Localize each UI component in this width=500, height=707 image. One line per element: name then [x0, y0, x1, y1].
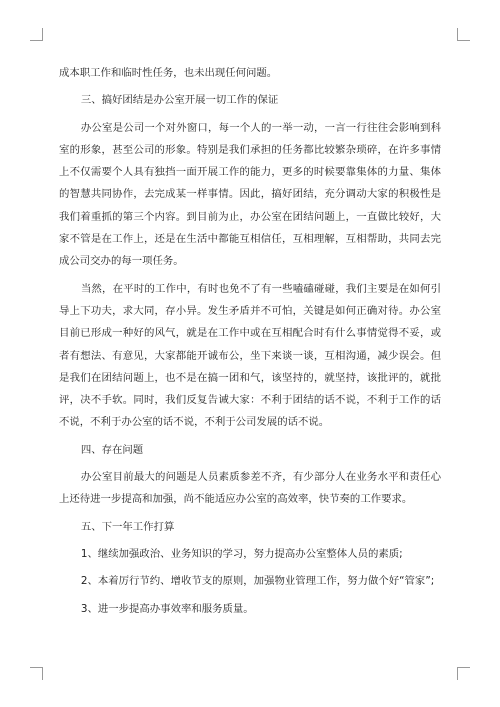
plan-item-2: 2、本着厉行节约、增收节支的原则，加强物业管理工作，努力做个好“管家”;	[80, 575, 435, 588]
paragraph-daily-conflicts: 当然，在平时的工作中，有时也免不了有一些嗑磕碰碰，我们主要是在如何引导上下功夫，求大同，存小异。发生矛盾并不可怕，关键是如何正确对待。办公室目前已形成一种好的风气，就是在工作中或在互相配合时有什么事情觉得不妥，或者有想法、有意见，大家都能开诚布公，坐下来谈一谈，互相沟通，减少误会。但是我们在团结问题上，也不是在搞一团和气，该坚持的，就坚持，该批评的，就批评，决不手软。同时，我们反复告诫大家：不利于团结的话不说，不利于工作的话不说，不利于办公室的话不说，不利于公司发展的话不说。	[59, 282, 441, 429]
crop-mark-bottom-left	[30, 667, 43, 680]
crop-mark-top-right	[457, 28, 470, 41]
crop-mark-top-left	[30, 28, 43, 41]
crop-mark-bottom-right	[457, 667, 470, 680]
section-heading-problems: 四、存在问题	[80, 443, 144, 456]
section-heading-unity: 三、搞好团结是办公室开展一切工作的保证	[80, 94, 279, 107]
section-heading-next-year-plan: 五、下一年工作打算	[80, 520, 175, 533]
plan-item-1: 1、继续加强政治、业务知识的学习，努力提高办公室整体人员的素质;	[80, 547, 403, 560]
plan-item-3: 3、进一步提高办事效率和服务质量。	[80, 602, 254, 615]
document-body	[59, 62, 441, 625]
paragraph-office-window: 办公室是公司一个对外窗口，每一个人的一举一动，一言一行往往会影响到科室的形象，甚至公司的形象。特别是我们承担的任务都比较繁杂琐碎，在许多事情上不仅需要个人具有独挡一面开展工作的能力，更多的时候要靠集体的力量、集体的智慧共同协作，去完成某一样事情。因此，搞好团结，充分调动大家的积极性是我们着重抓的第三个内容。到目前为止，办公室在团结问题上，一直做比较好，大家不管是在工作上，还是在生活中都能互相信任，互相理解，互相帮助，共同去完成公司交办的每一项任务。	[59, 121, 441, 268]
paragraph-continuation: 成本职工作和临时性任务，也未出现任何问题。	[59, 67, 278, 79]
paragraph-problems: 办公室目前最大的问题是人员素质参差不齐，有少部分人在业务水平和责任心上还待进一步提高和加强，尚不能适应办公室的高效率，快节奏的工作要求。	[59, 471, 441, 506]
